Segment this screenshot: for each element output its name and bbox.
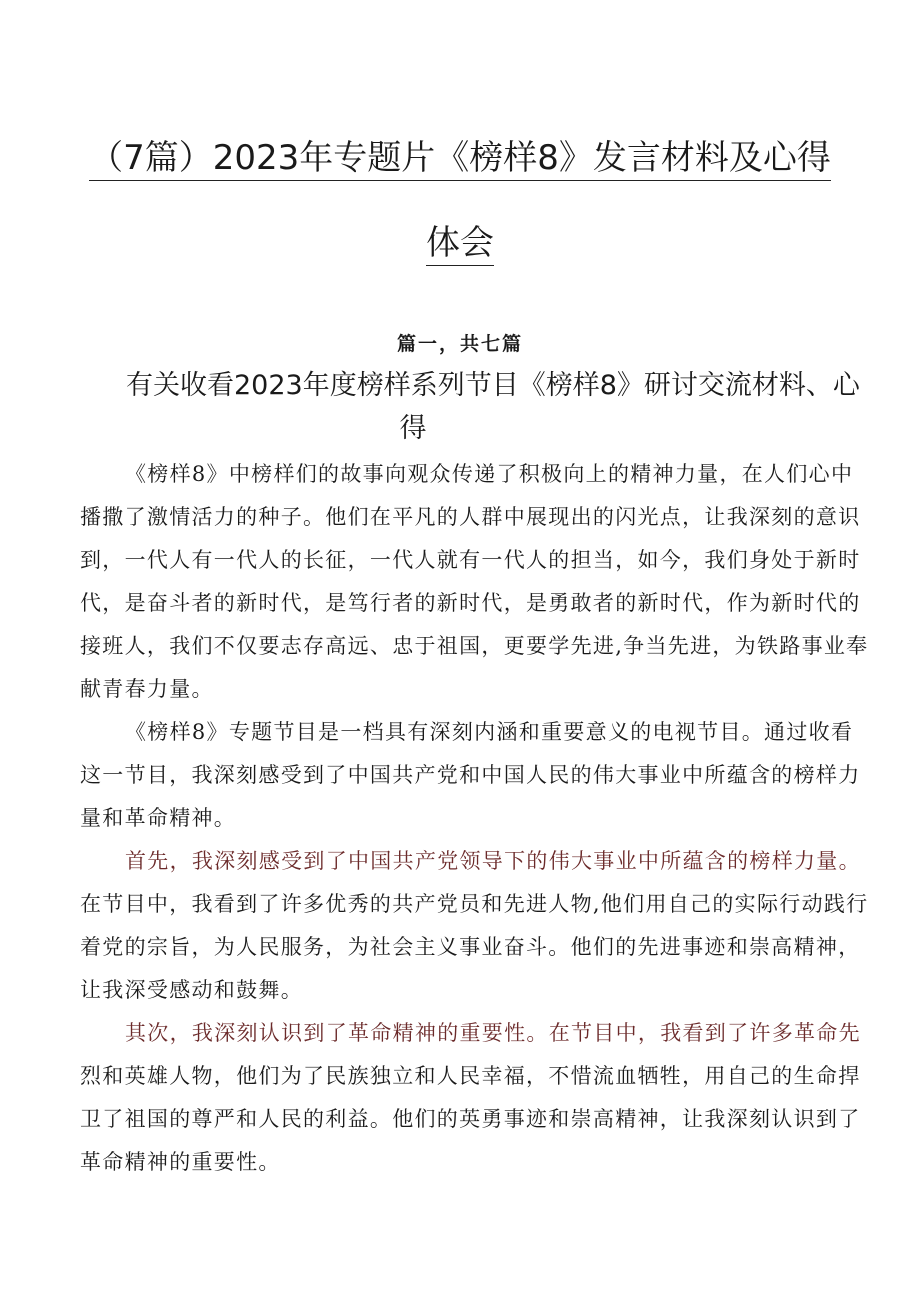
body-line: 其次，我深刻认识到了革命精神的重要性。在节目中，我看到了许多革命先 <box>125 1021 861 1045</box>
document-title-line-2 <box>60 223 860 263</box>
body-line: 卫了祖国的尊严和人民的利益。他们的英勇事迹和崇高精神，让我深刻认识到了 <box>80 1107 861 1131</box>
body-line: 代，是奋斗者的新时代，是笃行者的新时代，是勇敢者的新时代，作为新时代的 <box>80 591 861 615</box>
body-line: 让我深受感动和鼓舞。 <box>80 978 303 1002</box>
body-line: 播撒了激情活力的种子。他们在平凡的人群中展现出的闪光点，让我深刻的意识 <box>80 505 861 529</box>
body-line: 量和革命精神。 <box>80 806 237 830</box>
body-line: 《榜样8》中榜样们的故事向观众传递了积极向上的精神力量，在人们心中 <box>125 462 854 486</box>
document-title-line-1 <box>60 138 860 178</box>
subtitle-line-1: 有关收看2023年度榜样系列节目《榜样8》研讨交流材料、心 <box>126 370 860 401</box>
body-line: 革命精神的重要性。 <box>80 1150 281 1174</box>
body-line: 首先，我深刻感受到了中国共产党领导下的伟大事业中所蕴含的榜样力量。 <box>125 849 861 873</box>
body-line: 接班人，我们不仅要志存高远、忠于祖国，更要学先进,争当先进，为铁路事业奉 <box>80 634 869 658</box>
title-text-2: 体会 <box>426 223 494 266</box>
subtitle-line-2: 得 <box>399 413 427 444</box>
body-line: 献青春力量。 <box>80 677 214 701</box>
title-text-1: （7篇）2023年专题片《榜样8》发言材料及心得 <box>89 138 831 181</box>
body-line: 《榜样8》专题节目是一档具有深刻内涵和重要意义的电视节目。通过收看 <box>125 720 854 744</box>
section-label: 篇一，共七篇 <box>396 333 523 355</box>
body-line: 烈和英雄人物，他们为了民族独立和人民幸福，不惜流血牺牲，用自己的生命捍 <box>80 1064 861 1088</box>
body-line: 着党的宗旨，为人民服务，为社会主义事业奋斗。他们的先进事迹和崇高精神， <box>80 935 861 959</box>
body-line: 在节目中，我看到了许多优秀的共产党员和先进人物,他们用自己的实际行动践行 <box>80 892 869 916</box>
body-line: 这一节目，我深刻感受到了中国共产党和中国人民的伟大事业中所蕴含的榜样力 <box>80 763 861 787</box>
body-line: 到，一代人有一代人的长征，一代人就有一代人的担当，如今，我们身处于新时 <box>80 548 861 572</box>
